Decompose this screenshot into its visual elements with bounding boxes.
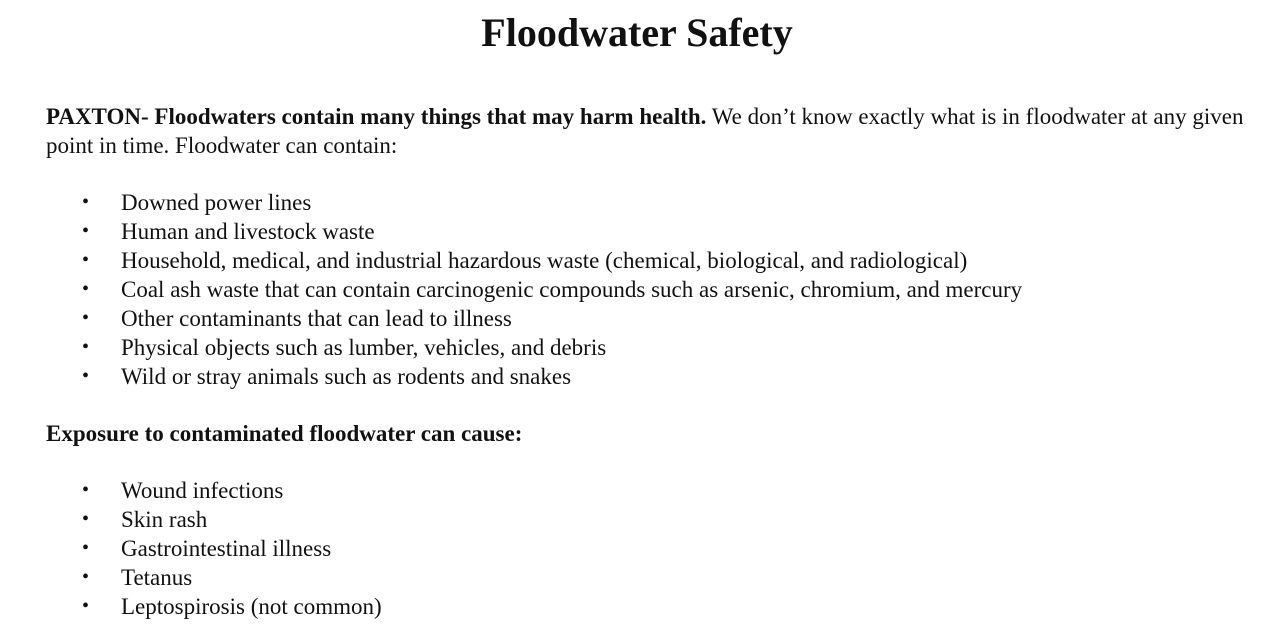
list-item	[0, 188, 1022, 217]
bullet-icon: •	[82, 220, 90, 242]
bullet-icon: •	[82, 365, 90, 387]
exposure-effects-list	[0, 476, 382, 621]
list-item-text: Gastrointestinal illness	[121, 536, 332, 561]
list-item-text: Tetanus	[121, 565, 193, 590]
list-item-text: Human and livestock waste	[121, 219, 375, 244]
list-item	[0, 304, 1022, 333]
bullet-icon: •	[82, 249, 90, 271]
bullet-icon: •	[82, 595, 90, 617]
list-item-text: Downed power lines	[121, 190, 312, 215]
list-item	[0, 275, 1022, 304]
bullet-icon: •	[82, 307, 90, 329]
bullet-icon: •	[82, 479, 90, 501]
list-item	[0, 534, 382, 563]
list-item-text: Physical objects such as lumber, vehicles, and debris	[121, 335, 607, 360]
list-item-text: Skin rash	[121, 507, 208, 532]
list-item-text: Other contaminants that can lead to illness	[121, 306, 512, 331]
bullet-icon: •	[82, 191, 90, 213]
list-item	[0, 592, 382, 621]
bullet-icon: •	[82, 537, 90, 559]
list-item	[0, 563, 382, 592]
list-item	[0, 362, 1022, 391]
intro-lead: PAXTON- Floodwaters contain many things that may harm health.	[46, 104, 707, 129]
list-item	[0, 476, 382, 505]
page-title: Floodwater Safety	[481, 10, 793, 55]
list-item	[0, 333, 1022, 362]
list-item-text: Coal ash waste that can contain carcinogenic compounds such as arsenic, chromium, and mercury	[121, 277, 1023, 302]
bullet-icon: •	[82, 508, 90, 530]
bullet-icon: •	[82, 278, 90, 300]
floodwater-contents-list	[0, 188, 1022, 391]
list-item-text: Wound infections	[121, 478, 284, 503]
list-item	[0, 217, 1022, 246]
bullet-icon: •	[82, 336, 90, 358]
list-item	[0, 505, 382, 534]
bullet-icon: •	[82, 566, 90, 588]
intro-rest: We don’t know exactly what is in floodwater at any given point in time. Floodwater can contain:	[46, 104, 1244, 158]
intro-paragraph	[46, 102, 1246, 160]
list-item-text: Leptospirosis (not common)	[121, 594, 382, 619]
exposure-heading: Exposure to contaminated floodwater can cause:	[46, 421, 523, 446]
list-item-text: Wild or stray animals such as rodents and snakes	[121, 364, 572, 389]
list-item-text: Household, medical, and industrial hazardous waste (chemical, biological, and radiological)	[121, 248, 968, 273]
list-item	[0, 246, 1022, 275]
